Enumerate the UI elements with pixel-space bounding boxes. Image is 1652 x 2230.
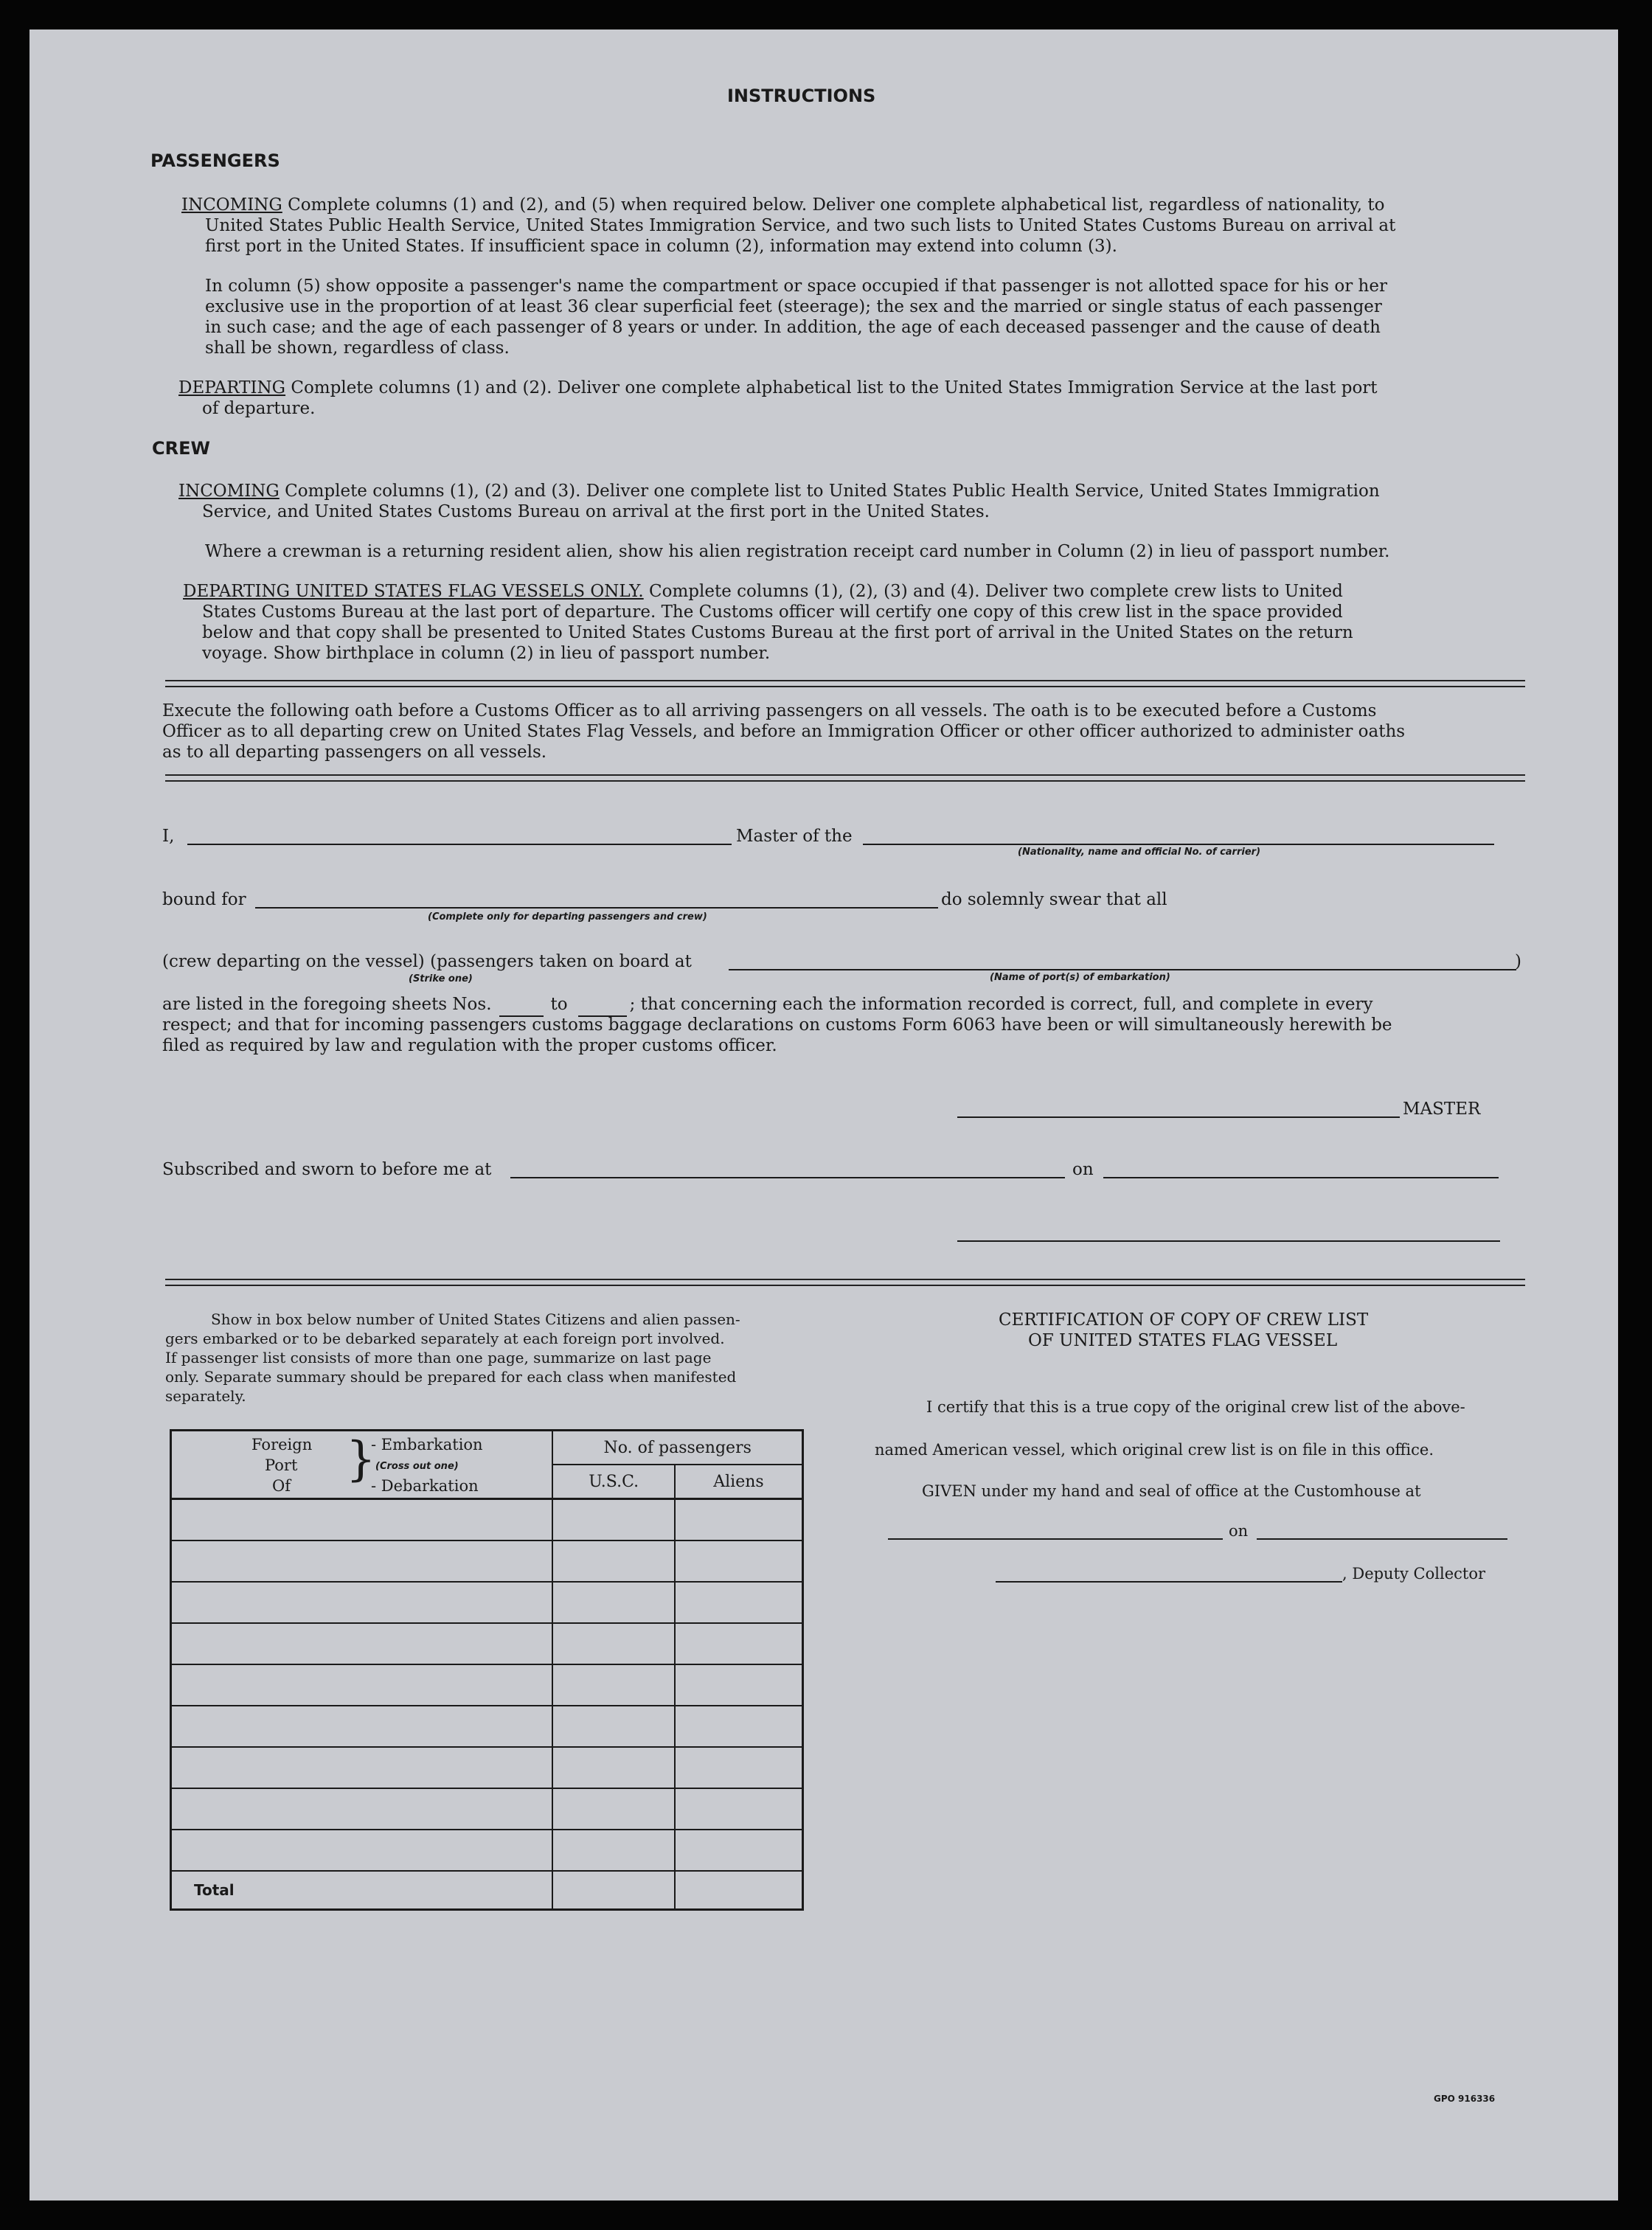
incoming-label: INCOMING	[181, 195, 282, 215]
aliens-cell[interactable]	[675, 1747, 803, 1788]
aliens-cell[interactable]	[675, 1706, 803, 1747]
of-label: Of	[272, 1477, 291, 1495]
table-row	[171, 1706, 803, 1747]
officer-signature-field[interactable]	[957, 1240, 1500, 1242]
oath-line: respect; and that for incoming passengers customs baggage declarations on customs Form 6063 have been or will simultaneously herewith be	[162, 1015, 1392, 1035]
swear-label: do solemnly swear that all	[941, 890, 1167, 909]
close-paren: )	[1515, 952, 1521, 971]
aliens-cell[interactable]	[675, 1623, 803, 1664]
carrier-field[interactable]	[863, 844, 1494, 845]
sworn-date-field[interactable]	[1103, 1177, 1499, 1178]
crew-departing-text: Complete columns (1), (2), (3) and (4). Deliver two complete crew lists to United	[643, 582, 1343, 601]
sworn-place-field[interactable]	[510, 1177, 1065, 1178]
crew-incoming-line	[178, 481, 1380, 502]
crew-departing-line: States Customs Bureau at the last port of departure. The Customs officer will certify one copy of this crew list in the space provided	[202, 602, 1343, 622]
execute-line: Execute the following oath before a Customs Officer as to all arriving passengers on all vessels. The oath is to be executed before a Customs	[162, 701, 1377, 720]
aliens-cell[interactable]	[675, 1664, 803, 1706]
total-label: Total	[171, 1871, 553, 1910]
certification-title: OF UNITED STATES FLAG VESSEL	[1028, 1331, 1338, 1350]
table-row	[171, 1623, 803, 1664]
usc-cell[interactable]	[552, 1623, 675, 1664]
master-label: MASTER	[1403, 1100, 1481, 1119]
strike-one-hint: (Strike one)	[409, 973, 473, 984]
aliens-cell[interactable]	[675, 1499, 803, 1541]
port-header-cell	[171, 1431, 553, 1499]
usc-total-cell[interactable]	[552, 1871, 675, 1910]
embarkation-label: - Embarkation	[371, 1436, 483, 1453]
port-cell[interactable]	[171, 1747, 553, 1788]
port-label: Port	[265, 1456, 298, 1474]
usc-cell[interactable]	[552, 1830, 675, 1871]
subscribed-label: Subscribed and sworn to before me at	[162, 1160, 492, 1179]
certification-line: I certify that this is a true copy of the original crew list of the above-	[926, 1398, 1465, 1416]
table-row	[171, 1540, 803, 1582]
usc-cell[interactable]	[552, 1499, 675, 1541]
bound-for-field[interactable]	[255, 907, 938, 909]
port-cell[interactable]	[171, 1788, 553, 1830]
crew-heading: CREW	[152, 438, 210, 459]
crew-departing-line: below and that copy shall be presented to United States Customs Bureau at the first port of arrival in the United States on the return	[202, 623, 1353, 642]
cross-out-hint: (Cross out one)	[375, 1461, 459, 1472]
sheets-text: ; that concerning each the information recorded is correct, full, and complete in every	[629, 995, 1373, 1014]
master-name-field[interactable]	[187, 844, 732, 845]
departing-label: DEPARTING	[178, 378, 286, 397]
usc-cell[interactable]	[552, 1664, 675, 1706]
port-cell[interactable]	[171, 1706, 553, 1747]
passengers-departing-line: of departure.	[202, 399, 316, 418]
incoming-text: Complete columns (1) and (2), and (5) when required below. Deliver one complete alphabetical list, regardless of nationality, to	[282, 195, 1385, 215]
aliens-total-cell[interactable]	[675, 1871, 803, 1910]
table-row	[171, 1664, 803, 1706]
usc-cell[interactable]	[552, 1747, 675, 1788]
debarkation-label: - Debarkation	[371, 1477, 479, 1495]
passengers-incoming-line: United States Public Health Service, United States Immigration Service, and two such lists to United States Customs Bureau on arrival at	[205, 216, 1396, 235]
port-cell[interactable]	[171, 1499, 553, 1541]
summary-note-line: separately.	[165, 1387, 246, 1405]
sheets-label: are listed in the foregoing sheets Nos.	[162, 995, 492, 1014]
master-signature-field[interactable]	[957, 1116, 1400, 1118]
column5-line: exclusive use in the proportion of at least 36 clear superficial feet (steerage); the sex and the married or single status of each passenger	[205, 297, 1382, 316]
crew-incoming-label: INCOMING	[178, 482, 280, 501]
aliens-cell[interactable]	[675, 1582, 803, 1623]
form-sheet	[30, 29, 1618, 2201]
certification-line: named American vessel, which original crew list is on file in this office.	[875, 1441, 1434, 1459]
no-passengers-header: No. of passengers	[552, 1431, 802, 1465]
brace-glyph: }	[346, 1432, 376, 1487]
table-header-row	[171, 1431, 803, 1465]
port-cell[interactable]	[171, 1582, 553, 1623]
column5-line: in such case; and the age of each passenger of 8 years or under. In addition, the age of each deceased passenger and the cause of death	[205, 318, 1381, 337]
summary-note-line: only. Separate summary should be prepared for each class when manifested	[165, 1368, 737, 1386]
usc-cell[interactable]	[552, 1788, 675, 1830]
summary-note-line: Show in box below number of United States Citizens and alien passen-	[211, 1310, 740, 1328]
aliens-header: Aliens	[675, 1465, 803, 1499]
crew-departing-label: DEPARTING UNITED STATES FLAG VESSELS ONLY.	[183, 582, 644, 601]
aliens-cell[interactable]	[675, 1788, 803, 1830]
page-title: INSTRUCTIONS	[727, 86, 876, 106]
divider	[165, 774, 1525, 782]
table-row	[171, 1788, 803, 1830]
embarkation-ports-field[interactable]	[729, 969, 1516, 970]
passenger-summary-table	[170, 1429, 804, 1911]
usc-cell[interactable]	[552, 1540, 675, 1582]
table-row	[171, 1830, 803, 1871]
passengers-incoming-line	[181, 195, 1384, 216]
deputy-collector-label: , Deputy Collector	[1342, 1565, 1486, 1583]
aliens-cell[interactable]	[675, 1540, 803, 1582]
sheet-to-field[interactable]	[578, 994, 627, 1017]
oath-i: I,	[162, 827, 175, 846]
crew-departing-line	[183, 581, 1343, 602]
port-cell[interactable]	[171, 1623, 553, 1664]
sheet-from-field[interactable]	[499, 994, 544, 1017]
passengers-departing-line	[178, 378, 1378, 399]
certification-line: GIVEN under my hand and seal of office at the Customhouse at	[922, 1482, 1421, 1500]
carrier-hint: (Nationality, name and official No. of carrier)	[1018, 847, 1261, 858]
gpo-number: GPO 916336	[1434, 2094, 1496, 2104]
summary-note-line: gers embarked or to be debarked separately at each foreign port involved.	[165, 1330, 725, 1347]
oath-line: filed as required by law and regulation with the proper customs officer.	[162, 1036, 777, 1055]
table-row	[171, 1499, 803, 1541]
crew-departing-line: voyage. Show birthplace in column (2) in lieu of passport number.	[202, 644, 771, 663]
port-cell[interactable]	[171, 1540, 553, 1582]
column5-line: In column (5) show opposite a passenger's name the compartment or space occupied if that passenger is not allotted space for his or her	[205, 277, 1387, 296]
departing-text: Complete columns (1) and (2). Deliver one complete alphabetical list to the United States Immigration Service at the last port	[285, 378, 1378, 397]
usc-header: U.S.C.	[552, 1465, 675, 1499]
foreign-label: Foreign	[251, 1436, 313, 1453]
execute-line: as to all departing passengers on all vessels.	[162, 743, 547, 762]
crew-passengers-label: (crew departing on the vessel) (passengers taken on board at	[162, 952, 692, 971]
resident-alien-line: Where a crewman is a returning resident alien, show his alien registration receipt card number in Column (2) in lieu of passport number.	[205, 542, 1390, 561]
certification-title: CERTIFICATION OF COPY OF CREW LIST	[999, 1310, 1369, 1330]
crew-incoming-text: Complete columns (1), (2) and (3). Deliver one complete list to United States Public Health Service, United States Immigration	[279, 482, 1380, 501]
passengers-heading: PASSENGERS	[150, 150, 280, 171]
usc-cell[interactable]	[552, 1582, 675, 1623]
crew-incoming-line: Service, and United States Customs Bureau on arrival at the first port in the United States.	[202, 502, 990, 521]
to-label: to	[550, 995, 568, 1014]
port-cell[interactable]	[171, 1664, 553, 1706]
usc-cell[interactable]	[552, 1706, 675, 1747]
port-cell[interactable]	[171, 1830, 553, 1871]
bound-for-label: bound for	[162, 890, 246, 909]
passengers-incoming-line: first port in the United States. If insufficient space in column (2), information may extend into column (3).	[205, 237, 1117, 256]
customhouse-field[interactable]	[888, 1538, 1223, 1540]
column5-line: shall be shown, regardless of class.	[205, 338, 510, 358]
total-row	[171, 1871, 803, 1910]
departing-hint: (Complete only for departing passengers and crew)	[428, 911, 707, 923]
master-of-label: Master of the	[736, 827, 853, 846]
cert-on-label: on	[1229, 1522, 1249, 1540]
execute-line: Officer as to all departing crew on United States Flag Vessels, and before an Immigration Officer or other officer authorized to administer oaths	[162, 722, 1406, 741]
sworn-on-label: on	[1072, 1160, 1094, 1179]
table-row	[171, 1582, 803, 1623]
ports-hint: (Name of port(s) of embarkation)	[990, 972, 1170, 983]
divider	[165, 680, 1525, 687]
aliens-cell[interactable]	[675, 1830, 803, 1871]
cert-date-field[interactable]	[1257, 1538, 1507, 1540]
table-row	[171, 1747, 803, 1788]
summary-note-line: If passenger list consists of more than one page, summarize on last page	[165, 1349, 712, 1366]
deputy-signature-field[interactable]	[996, 1581, 1342, 1583]
sheets-line	[162, 994, 1373, 1017]
divider	[165, 1279, 1525, 1286]
